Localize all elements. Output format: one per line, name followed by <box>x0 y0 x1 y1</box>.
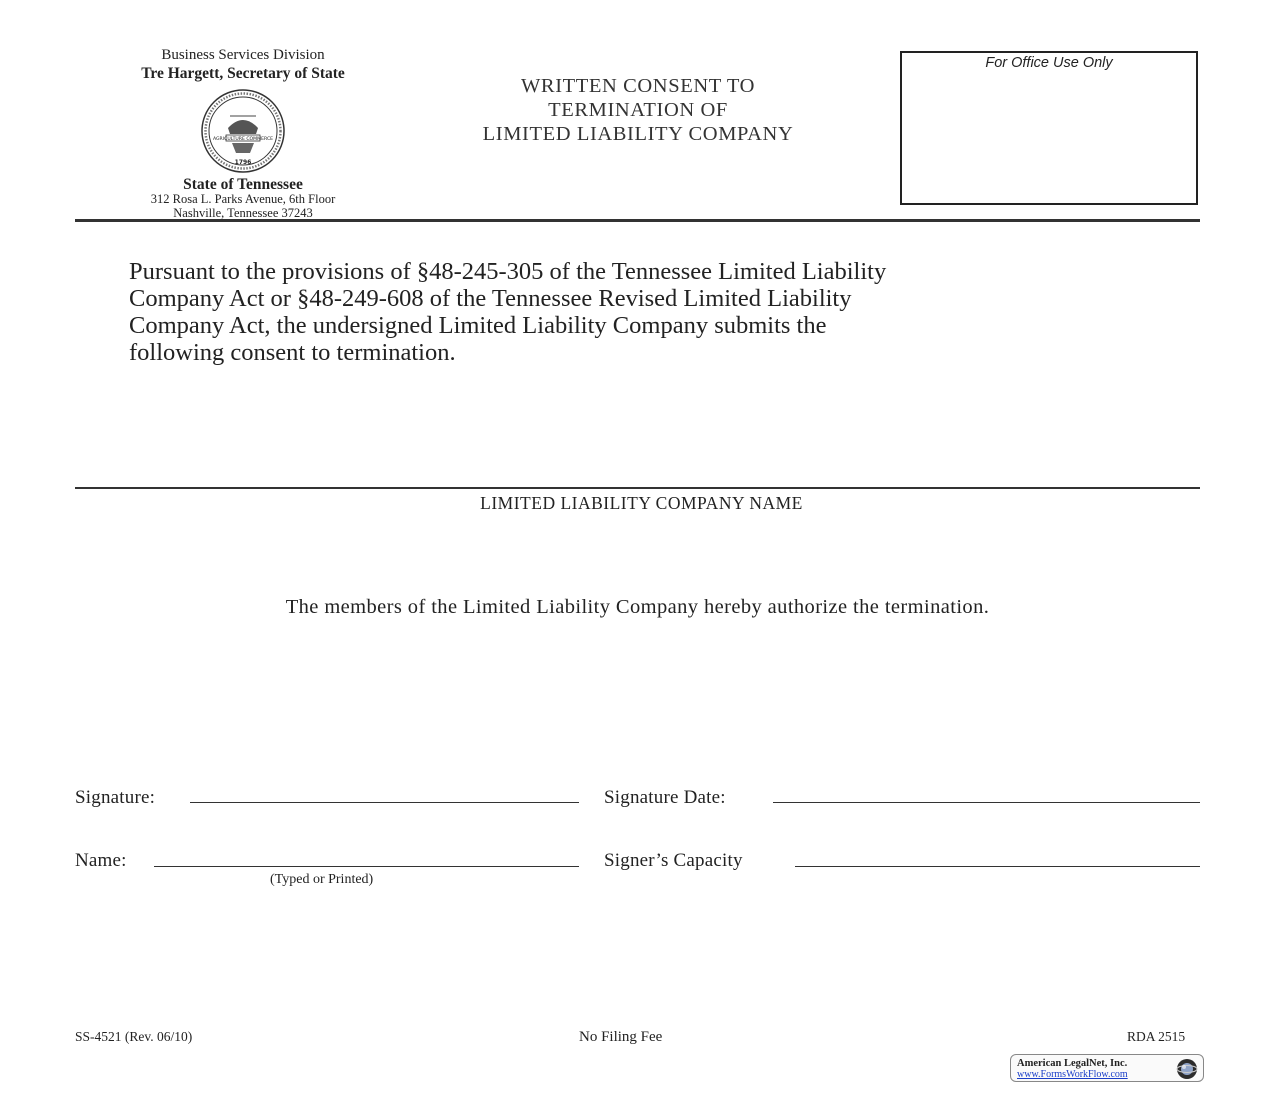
office-use-box <box>900 51 1198 205</box>
form-title-line-2: TERMINATION OF <box>548 99 728 121</box>
globe-icon <box>1175 1057 1199 1081</box>
form-title-line-1: WRITTEN CONSENT TO <box>520 75 756 97</box>
seal-year: 1796 <box>234 159 252 166</box>
signature-label: Signature: <box>75 787 156 808</box>
signer-capacity-label: Signer’s Capacity <box>604 850 743 871</box>
intro-line-1: Pursuant to the provisions of §48-245-305 of the Tennessee Limited Liability <box>129 258 887 285</box>
state-seal-icon <box>200 88 286 174</box>
header-divider <box>75 219 1200 222</box>
filing-fee: No Filing Fee <box>579 1029 663 1045</box>
agency-block <box>80 46 406 220</box>
company-name-caption: LIMITED LIABILITY COMPANY NAME <box>480 493 803 513</box>
intro-line-4: following consent to termination. <box>129 339 456 366</box>
rda-number: RDA 2515 <box>1127 1029 1186 1044</box>
address-line-2: Nashville, Tennessee 37243 <box>173 205 313 220</box>
signature-field[interactable] <box>190 802 579 803</box>
address-line-1: 312 Rosa L. Parks Avenue, 6th Floor <box>150 192 336 206</box>
legalnet-badge[interactable] <box>1010 1054 1204 1082</box>
form-number: SS-4521 (Rev. 06/10) <box>75 1029 193 1044</box>
name-hint: (Typed or Printed) <box>270 872 374 887</box>
signer-capacity-field[interactable] <box>795 866 1200 867</box>
name-label: Name: <box>75 850 127 871</box>
form-title-line-3: LIMITED LIABILITY COMPANY <box>482 123 794 145</box>
intro-line-2: Company Act or §48-249-608 of the Tennessee Revised Limited Liability <box>129 285 852 312</box>
state-name: State of Tennessee <box>183 176 303 193</box>
division-name: Business Services Division <box>161 47 325 63</box>
company-name-line <box>75 487 1200 489</box>
intro-line-3: Company Act, the undersigned Limited Liability Company submits the <box>129 312 827 339</box>
company-name-input[interactable] <box>75 460 1200 486</box>
badge-company: American LegalNet, Inc. <box>1017 1058 1128 1069</box>
secretary-name: Tre Hargett, Secretary of State <box>141 65 345 82</box>
authorization-statement: The members of the Limited Liability Company hereby authorize the termination. <box>285 596 990 618</box>
seal-motto: AGRICULTURE COMMERCE <box>212 137 274 142</box>
badge-url[interactable]: www.FormsWorkFlow.com <box>1017 1069 1128 1080</box>
signature-date-field[interactable] <box>773 802 1200 803</box>
signature-date-label: Signature Date: <box>604 787 726 808</box>
form-title <box>420 74 856 146</box>
intro-paragraph <box>129 258 1189 366</box>
name-field[interactable] <box>154 866 579 867</box>
office-use-label: For Office Use Only <box>985 55 1113 71</box>
